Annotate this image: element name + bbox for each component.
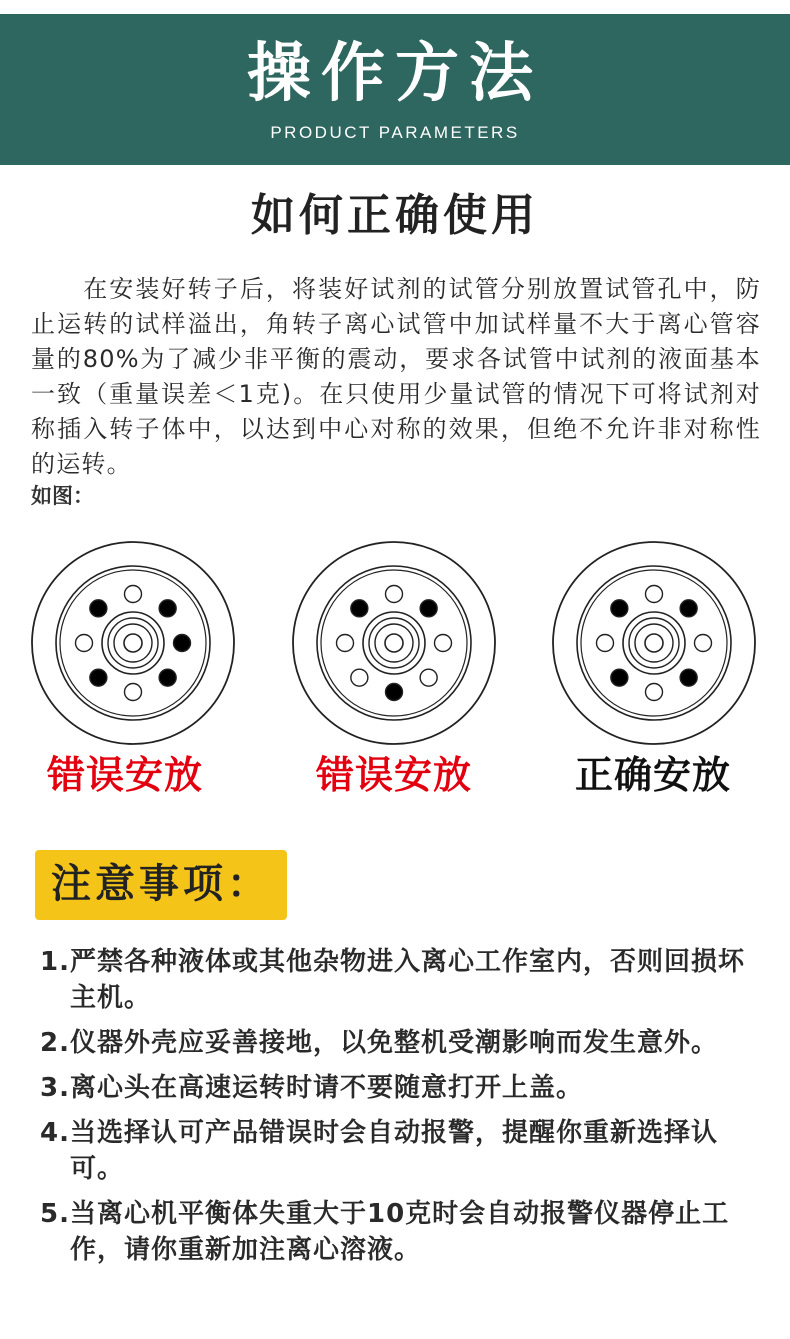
rotor-wrong-1-svg — [30, 540, 236, 746]
tube-hole-empty — [420, 669, 437, 686]
note-text-3: 离心头在高速运转时请不要随意打开上盖。 — [70, 1073, 584, 1103]
section-title: 如何正确使用 — [251, 190, 539, 241]
note-item-5 — [40, 1196, 752, 1268]
tube-hole-filled — [680, 669, 697, 686]
note-num-2: 2. — [40, 1028, 70, 1058]
rotor-center-hole — [645, 634, 663, 652]
note-text-4: 当选择认可产品错误时会自动报警，提醒你重新选择认可。 — [70, 1118, 719, 1184]
tube-hole-filled — [159, 669, 176, 686]
top-strip — [0, 0, 790, 14]
intro-paragraph: 在安装好转子后，将装好试剂的试管分别放置试管孔中，防止运转的试样溢出，角转子离心试管中加试样量不大于离心管容量的80%为了减少非平衡的震动，要求各试管中试剂的液面基本一致（重量误差＜1克)。在只使用少量试管的情况下可将试剂对称插入转子体中，以达到中心对称的效果，但绝不允许非对称性的运转。 — [31, 275, 761, 478]
tube-hole-empty — [646, 684, 663, 701]
tube-hole-empty — [76, 635, 93, 652]
tube-hole-empty — [646, 586, 663, 603]
tube-hole-filled — [611, 600, 628, 617]
tube-hole-filled — [174, 635, 191, 652]
rotor-center-hole — [124, 634, 142, 652]
note-num-1: 1. — [40, 947, 70, 977]
tube-hole-empty — [337, 635, 354, 652]
note-num-5: 5. — [40, 1199, 70, 1229]
rotor-diagram-correct — [551, 540, 757, 746]
tube-hole-empty — [125, 586, 142, 603]
tube-hole-filled — [159, 600, 176, 617]
tube-hole-empty — [386, 586, 403, 603]
tube-hole-empty — [351, 669, 368, 686]
note-item-4 — [40, 1115, 752, 1187]
tube-hole-filled — [420, 600, 437, 617]
tube-hole-empty — [695, 635, 712, 652]
notice-box — [35, 850, 287, 920]
notice-title: 注意事项： — [51, 861, 271, 907]
note-num-4: 4. — [40, 1118, 70, 1148]
caption-wrong-1: 错误安放 — [46, 753, 203, 797]
rotor-correct-svg — [551, 540, 757, 746]
tube-hole-filled — [90, 669, 107, 686]
tube-hole-filled — [680, 600, 697, 617]
note-item-1 — [40, 944, 752, 1016]
rotor-center-hole — [385, 634, 403, 652]
figure-label: 如图： — [31, 484, 94, 508]
note-item-3 — [40, 1070, 752, 1106]
tube-hole-filled — [90, 600, 107, 617]
caption-wrong-2: 错误安放 — [315, 753, 472, 797]
tube-hole-filled — [611, 669, 628, 686]
tube-hole-empty — [597, 635, 614, 652]
rotor-diagram-wrong-1 — [30, 540, 236, 746]
note-text-2: 仪器外壳应妥善接地，以免整机受潮影响而发生意外。 — [70, 1028, 719, 1058]
banner-title: 操作方法 — [247, 37, 543, 111]
notes-list — [40, 944, 752, 1277]
note-text-1: 严禁各种液体或其他杂物进入离心工作室内，否则回损坏主机。 — [70, 947, 746, 1013]
note-num-3: 3. — [40, 1073, 70, 1103]
tube-hole-empty — [435, 635, 452, 652]
header-banner — [0, 14, 790, 165]
note-item-2 — [40, 1025, 752, 1061]
tube-hole-filled — [351, 600, 368, 617]
rotor-diagram-wrong-2 — [291, 540, 497, 746]
banner-subtitle: PRODUCT PARAMETERS — [270, 123, 520, 142]
note-text-5: 当离心机平衡体失重大于10克时会自动报警仪器停止工作，请你重新加注离心溶液。 — [70, 1199, 730, 1265]
tube-hole-empty — [125, 684, 142, 701]
rotor-wrong-2-svg — [291, 540, 497, 746]
caption-correct: 正确安放 — [574, 753, 731, 797]
tube-hole-filled — [386, 684, 403, 701]
